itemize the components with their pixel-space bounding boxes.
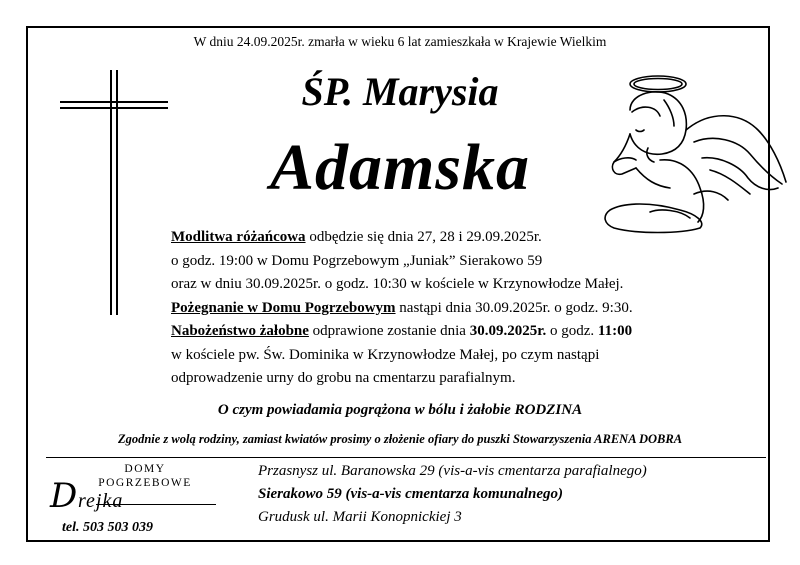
- rosary-place-line: o godz. 19:00 w Domu Pogrzebowym „Juniak” Sierakowo 59: [171, 252, 543, 269]
- logo-underline: [96, 504, 216, 505]
- funeral-mass-line: [171, 320, 731, 344]
- logo-line-pogrzebowe: POGRZEBOWE: [98, 477, 192, 489]
- intro-line: W dniu 24.09.2025r. zmarła w wieku 6 lat zamieszkała w Krajewie Wielkim: [193, 34, 607, 49]
- rosary-dates: odbędzie się dnia 27, 28 i 29.09.2025r.: [305, 229, 542, 245]
- surname-heading: Adamska: [269, 131, 531, 204]
- ceremony-details: [171, 226, 731, 391]
- phone-number: tel. 503 503 039: [62, 520, 153, 535]
- family-notice: O czym powiadamia pogrążona w bólu i żałobie RODZINA: [217, 402, 583, 418]
- church-line: w kościele pw. Św. Dominika w Krzynowłodze Małej, po czym nastąpi: [171, 346, 600, 363]
- rosary-line: [171, 226, 731, 250]
- logo-line-domy: DOMY: [124, 463, 166, 475]
- funeral-mass-date: 30.09.2025r.: [469, 323, 547, 339]
- logo-script-initial: D: [50, 476, 78, 516]
- donation-request: Zgodnie z wolą rodziny, zamiast kwiatów prosimy o złożenie ofiary do puszki Stowarzyszenia ARENA DOBRA: [117, 432, 683, 446]
- rosary-label: Modlitwa różańcowa: [171, 229, 306, 245]
- farewell-line: [171, 297, 731, 321]
- funeral-mass-label: Nabożeństwo żałobne: [171, 323, 309, 339]
- church-rosary-line: oraz w dniu 30.09.2025r. o godz. 10:30 w kościele w Krzynowłodze Małej.: [171, 276, 624, 292]
- funeral-mass-time-prefix: o godz.: [546, 323, 598, 339]
- farewell-label: Pożegnanie w Domu Pogrzebowym: [171, 299, 396, 316]
- address-grudusk: Grudusk ul. Marii Konopnickiej 3: [258, 509, 462, 525]
- address-sierakowo: Sierakowo 59 (vis-a-vis cmentarza komunalnego): [258, 486, 564, 502]
- burial-line: odprowadzenie urny do grobu na cmentarzu parafialnym.: [171, 370, 516, 386]
- funeral-home-logo: [44, 476, 234, 518]
- address-przasnysz: Przasnysz ul. Baranowska 29 (vis-a-vis cmentarza parafialnego): [258, 463, 647, 479]
- funeral-mass-time: 11:00: [597, 323, 633, 339]
- farewell-time: nastąpi dnia 30.09.2025r. o godz. 9:30.: [395, 299, 633, 316]
- title-prefix: ŚP. Marysia: [301, 69, 499, 114]
- funeral-mass-text: odprawione zostanie dnia: [308, 323, 470, 339]
- logo-script-name: rejka: [78, 490, 124, 512]
- footer-divider: [46, 457, 766, 458]
